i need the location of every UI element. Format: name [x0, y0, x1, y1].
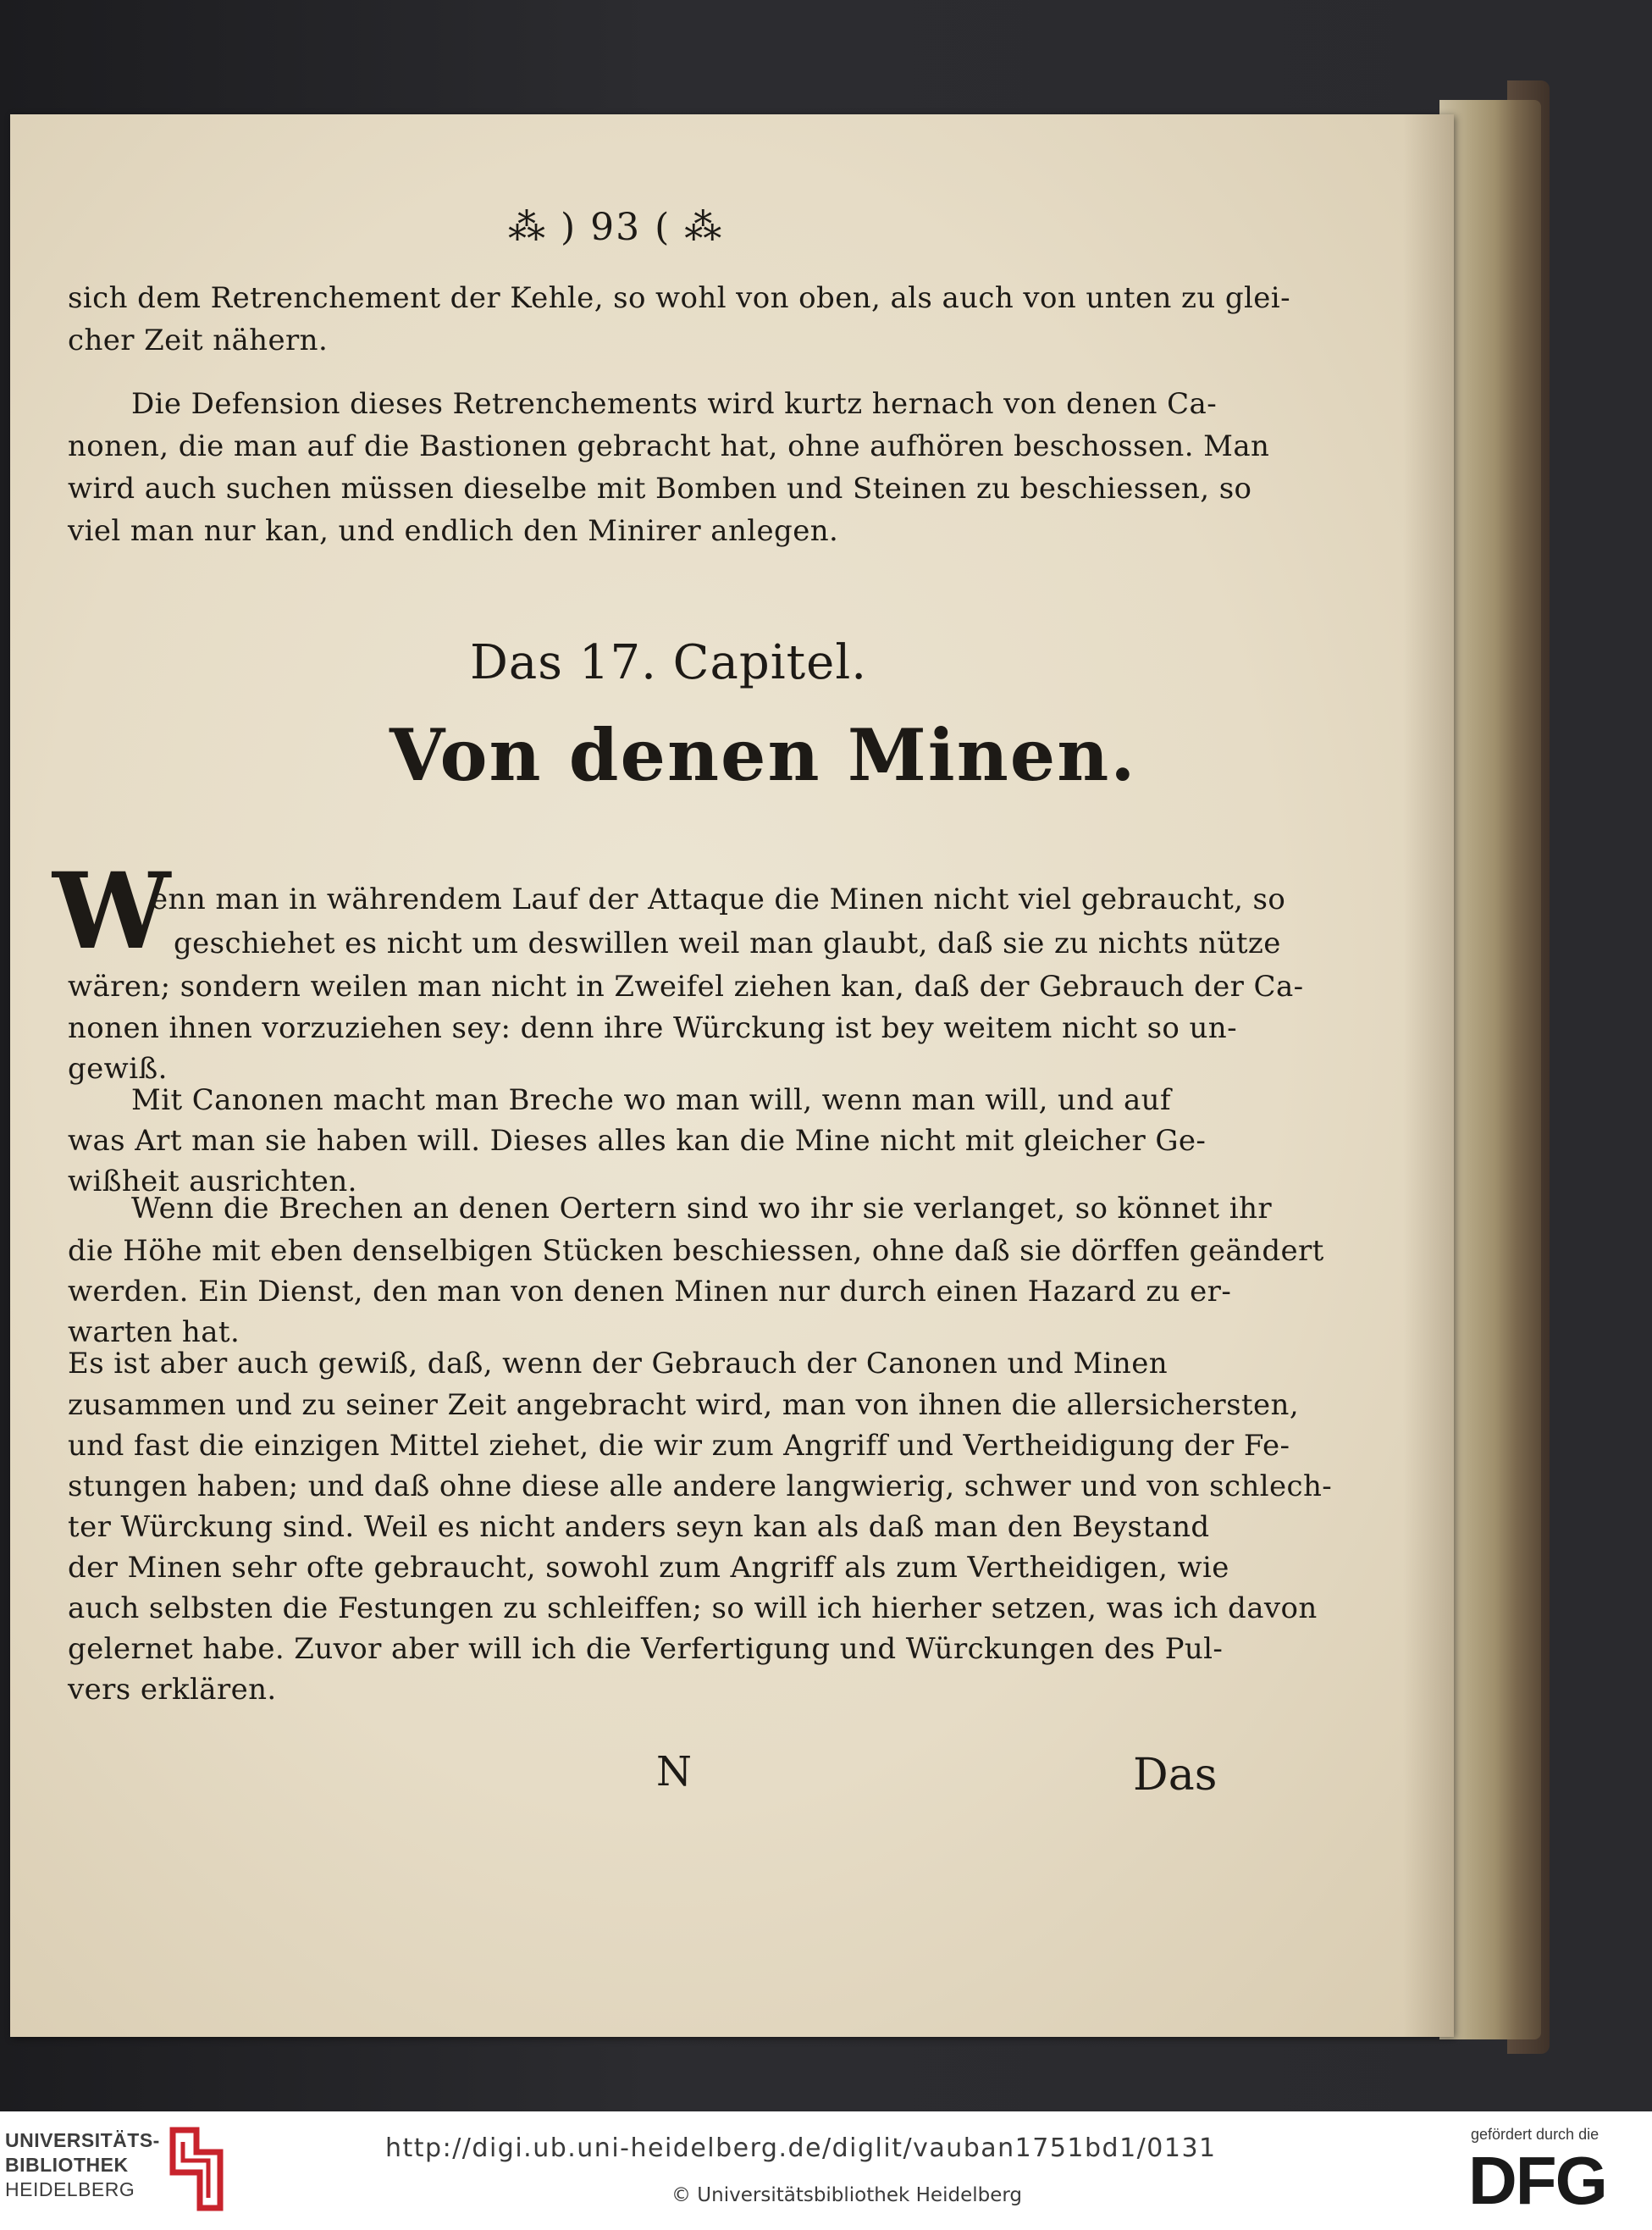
body-line-1: enn man in währendem Lauf der Attaque die Minen nicht viel gebraucht, so — [151, 883, 1286, 916]
dfg-logo[interactable]: DFG — [1468, 2143, 1606, 2218]
permalink-url[interactable]: http://digi.ub.uni-heidelberg.de/diglit/vauban1751bd1/0131 — [385, 2133, 1217, 2163]
body-line-21: vers erklären. — [68, 1673, 277, 1707]
chapter-label: Das 17. Capitel. — [470, 635, 868, 690]
library-name-line-2: BIBLIOTHEK — [5, 2154, 129, 2176]
body-line-16: stungen haben; und daß ohne diese alle andere langwierig, schwer und von schlech- — [68, 1469, 1333, 1503]
intro-line-3: Die Defension dieses Retrenchements wird kurtz hernach von denen Ca- — [131, 387, 1218, 421]
library-name-line-3: HEIDELBERG — [5, 2178, 135, 2200]
signature-mark: N — [656, 1748, 692, 1796]
body-line-2: geschiehet es nicht um deswillen weil man glaubt, daß sie zu nichts nütze — [174, 927, 1281, 960]
catchword: Das — [1133, 1750, 1218, 1801]
body-line-15: und fast die einzigen Mittel ziehet, die wir zum Angriff und Vertheidigung der Fe- — [68, 1429, 1290, 1463]
intro-line-4: nonen, die man auf die Bastionen gebracht hat, ohne aufhören beschossen. Man — [68, 429, 1270, 463]
body-line-11: werden. Ein Dienst, den man von denen Minen nur durch einen Hazard zu er- — [68, 1275, 1232, 1309]
body-line-12: warten hat. — [68, 1315, 240, 1349]
body-line-17: ter Würckung sind. Weil es nicht anders seyn kan als daß man den Beystand — [68, 1510, 1210, 1544]
body-line-4: nonen ihnen vorzuziehen sey: denn ihre Würckung ist bey weitem nicht so un- — [68, 1011, 1237, 1045]
library-name-line-1: UNIVERSITÄTS- — [5, 2129, 160, 2151]
body-line-18: der Minen sehr ofte gebraucht, sowohl zum Angriff als zum Vertheidigen, wie — [68, 1551, 1229, 1585]
intro-line-2: cher Zeit nähern. — [68, 324, 329, 357]
funded-by-label: gefördert durch die — [1471, 2126, 1600, 2143]
body-line-5: gewiß. — [68, 1052, 168, 1086]
intro-line-6: viel man nur kan, und endlich den Minirer anlegen. — [68, 514, 839, 548]
copyright-notice: © Universitätsbibliothek Heidelberg — [671, 2184, 1023, 2206]
body-line-3: wären; sondern weilen man nicht in Zweifel ziehen kan, daß der Gebrauch der Ca- — [68, 970, 1304, 1004]
chapter-title: Von denen Minen. — [390, 713, 1137, 797]
body-line-14: zusammen und zu seiner Zeit angebracht wird, man von ihnen die allersichersten, — [68, 1388, 1300, 1422]
page-fore-edge — [1439, 100, 1541, 2039]
intro-line-1: sich dem Retrenchement der Kehle, so wohl von oben, als auch von unten zu glei- — [68, 281, 1290, 315]
body-line-13: Es ist aber auch gewiß, daß, wenn der Gebrauch der Canonen und Minen — [68, 1347, 1169, 1381]
body-line-8: wißheit ausrichten. — [68, 1165, 357, 1198]
library-logo[interactable] — [5, 2128, 160, 2202]
library-emblem-icon — [166, 2127, 227, 2215]
intro-line-5: wird auch suchen müssen dieselbe mit Bomben und Steinen zu beschiessen, so — [68, 472, 1252, 506]
body-line-7: was Art man sie haben will. Dieses alles kan die Mine nicht mit gleicher Ge- — [68, 1124, 1207, 1158]
drop-cap-initial: W — [52, 850, 171, 973]
viewer-footer — [0, 2111, 1652, 2230]
body-line-19: auch selbsten die Festungen zu schleiffen; so will ich hierher setzen, was ich davon — [68, 1591, 1318, 1625]
body-line-10: die Höhe mit eben denselbigen Stücken beschiessen, ohne daß sie dörffen geändert — [68, 1234, 1324, 1268]
running-head: ⁂ ) 93 ( ⁂ — [508, 206, 724, 249]
body-line-6: Mit Canonen macht man Breche wo man will, wenn man will, und auf — [131, 1083, 1171, 1117]
body-line-9: Wenn die Brechen an denen Oertern sind wo ihr sie verlanget, so könnet ihr — [131, 1192, 1273, 1226]
body-line-20: gelernet habe. Zuvor aber will ich die Verfertigung und Würckungen des Pul- — [68, 1632, 1224, 1666]
